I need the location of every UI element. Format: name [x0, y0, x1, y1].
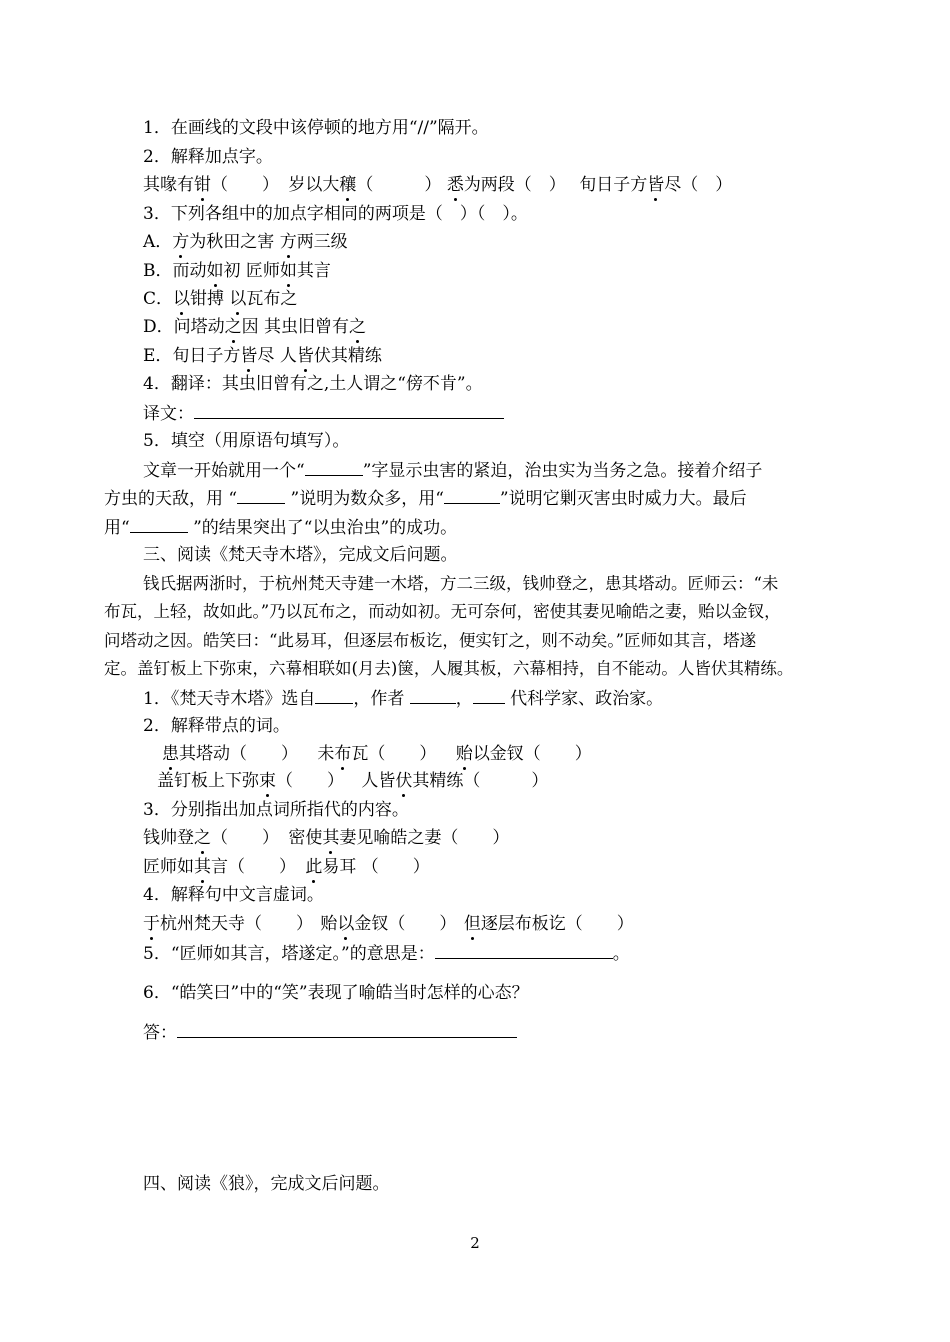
- q3-3-item-1: 钱帅登之（ ）: [143, 828, 279, 848]
- q3-6-answer-line: [143, 1022, 517, 1043]
- q3-4-item-3: 但逐层布板讫（ ）: [463, 914, 634, 934]
- passage-line-4: 定。盖钉板上下弥束，六幕相联如(月去)箧，人履其板，六幕相持，自不能动。人皆伏其精练。: [104, 659, 794, 678]
- q2-4-answer-blank[interactable]: [194, 403, 504, 419]
- q3-3-text: 3．分别指出加点词所指代的内容。: [143, 800, 409, 820]
- q2-5-line-2: 方虫的天敌，用 “ ”说明为数众多，用“ ”说明它剿灭害虫时威力大。最后: [104, 489, 747, 509]
- q2-3-option-b: B．而动如初 匠师如其言: [143, 261, 331, 281]
- q3-3-item-4: 此易耳 （ ）: [305, 857, 430, 877]
- q3-1-blank-source[interactable]: [315, 688, 353, 704]
- q2-3-option-a: A．方为秋田之害 方两三级: [143, 232, 348, 252]
- q3-2-item-2: 未布瓦（ ）: [317, 744, 437, 764]
- q3-3-item-2: 密使其妻见喻皓之妻（ ）: [288, 828, 510, 848]
- q2-5-text: 5．填空（用原语句填写）。: [143, 431, 350, 451]
- q3-4-row: [143, 914, 634, 934]
- q3-1-blank-dynasty[interactable]: [473, 688, 505, 704]
- q2-3-option-e: E．旬日子方皆尽 人皆伏其精练: [143, 346, 382, 366]
- q3-4-text: 4．解释句中文言虚词。: [143, 885, 324, 905]
- q3-2-row-1: [162, 744, 592, 764]
- q3-1-blank-author[interactable]: [410, 688, 456, 704]
- q3-5-answer-blank[interactable]: [435, 943, 613, 959]
- section3-heading: 三、阅读《梵天寺木塔》，完成文后问题。: [143, 545, 458, 565]
- q3-6-answer-blank[interactable]: [177, 1022, 517, 1038]
- q3-5-line: 5．“匠师如其言，塔遂定。”的意思是： 。: [143, 944, 630, 964]
- q2-2-items: [143, 175, 732, 195]
- q2-2-text: 2．解释加点字。: [143, 147, 273, 167]
- passage-line-1: 钱氏据两浙时，于杭州梵天寺建一木塔，方二三级，钱帅登之，患其塔动。匠师云：“未: [143, 574, 779, 593]
- q3-2-text: 2．解释带点的词。: [143, 716, 290, 736]
- q2-4-text: 4．翻译：其虫旧曾有之,土人谓之“傍不肯”。: [143, 374, 483, 394]
- q3-3-row-1: [143, 828, 509, 848]
- q2-2-item-3: 悉为两段（ ）: [446, 175, 566, 195]
- q2-2-item-1: 其喙有钳（ ）: [143, 175, 279, 195]
- q2-3-option-d: D．问塔动之因 其虫旧曾有之: [143, 317, 367, 337]
- q2-5-line-3: 用“ ”的结果突出了“以虫治虫”的成功。: [104, 518, 458, 538]
- page-number: 2: [470, 1234, 480, 1252]
- q2-1-text: 1．在画线的文段中该停顿的地方用“//”隔开。: [143, 118, 489, 138]
- q3-2-item-5: 人皆伏其精练（ ）: [361, 771, 549, 791]
- passage-line-2: 布瓦，上轻，故如此。”乃以瓦布之，而动如初。无可奈何，密使其妻见喻皓之妻，贻以金钗，: [104, 602, 781, 621]
- q3-4-item-1: 于杭州梵天寺（ ）: [143, 914, 313, 934]
- q3-6-answer-label: 答：: [143, 1023, 177, 1043]
- q2-3-text: 3．下列各组中的加点字相同的两项是（ ）（ ）。: [143, 204, 528, 224]
- q2-5-blank-1[interactable]: [305, 460, 363, 476]
- q2-5-blank-4[interactable]: [130, 517, 188, 533]
- q2-5-blank-2[interactable]: [237, 488, 285, 504]
- q3-2-row-2: [157, 771, 548, 791]
- q3-2-item-3: 贻以金钗（ ）: [455, 744, 592, 764]
- q2-4-answer-label: 译文：: [143, 404, 194, 424]
- q2-5-line-1: 文章一开始就用一个“ ”字显示虫害的紧迫，治虫实为当务之急。接着介绍子: [143, 461, 763, 481]
- q2-3-option-c: C．以钳搏 以瓦布之: [143, 289, 298, 309]
- q2-5-blank-3[interactable]: [444, 488, 500, 504]
- q3-1-line: 1．《梵天寺木塔》选自 ，作者 ， 代科学家、政治家。: [143, 689, 664, 709]
- q2-2-item-2: 岁以大穰（ ）: [288, 175, 442, 195]
- q2-2-item-4: 旬日子方皆尽（ ）: [579, 175, 733, 195]
- q3-4-item-2: 贻以金钗（ ）: [320, 914, 457, 934]
- q3-3-row-2: [143, 857, 430, 877]
- q3-2-item-4: 盖钉板上下弥束（ ）: [157, 771, 344, 791]
- q2-4-answer-line: [143, 403, 504, 424]
- q3-2-item-1: 患其塔动（ ）: [162, 744, 298, 764]
- section4-heading: 四、阅读《狼》，完成文后问题。: [143, 1174, 390, 1194]
- passage-line-3: 问塔动之因。皓笑曰：“此易耳，但逐层布板讫，便实钉之，则不动矣。”匠师如其言，塔遂: [104, 631, 757, 650]
- q3-6-text: 6．“皓笑曰”中的“笑”表现了喻皓当时怎样的心态？: [143, 983, 529, 1003]
- q3-3-item-3: 匠师如其言（ ）: [143, 857, 296, 877]
